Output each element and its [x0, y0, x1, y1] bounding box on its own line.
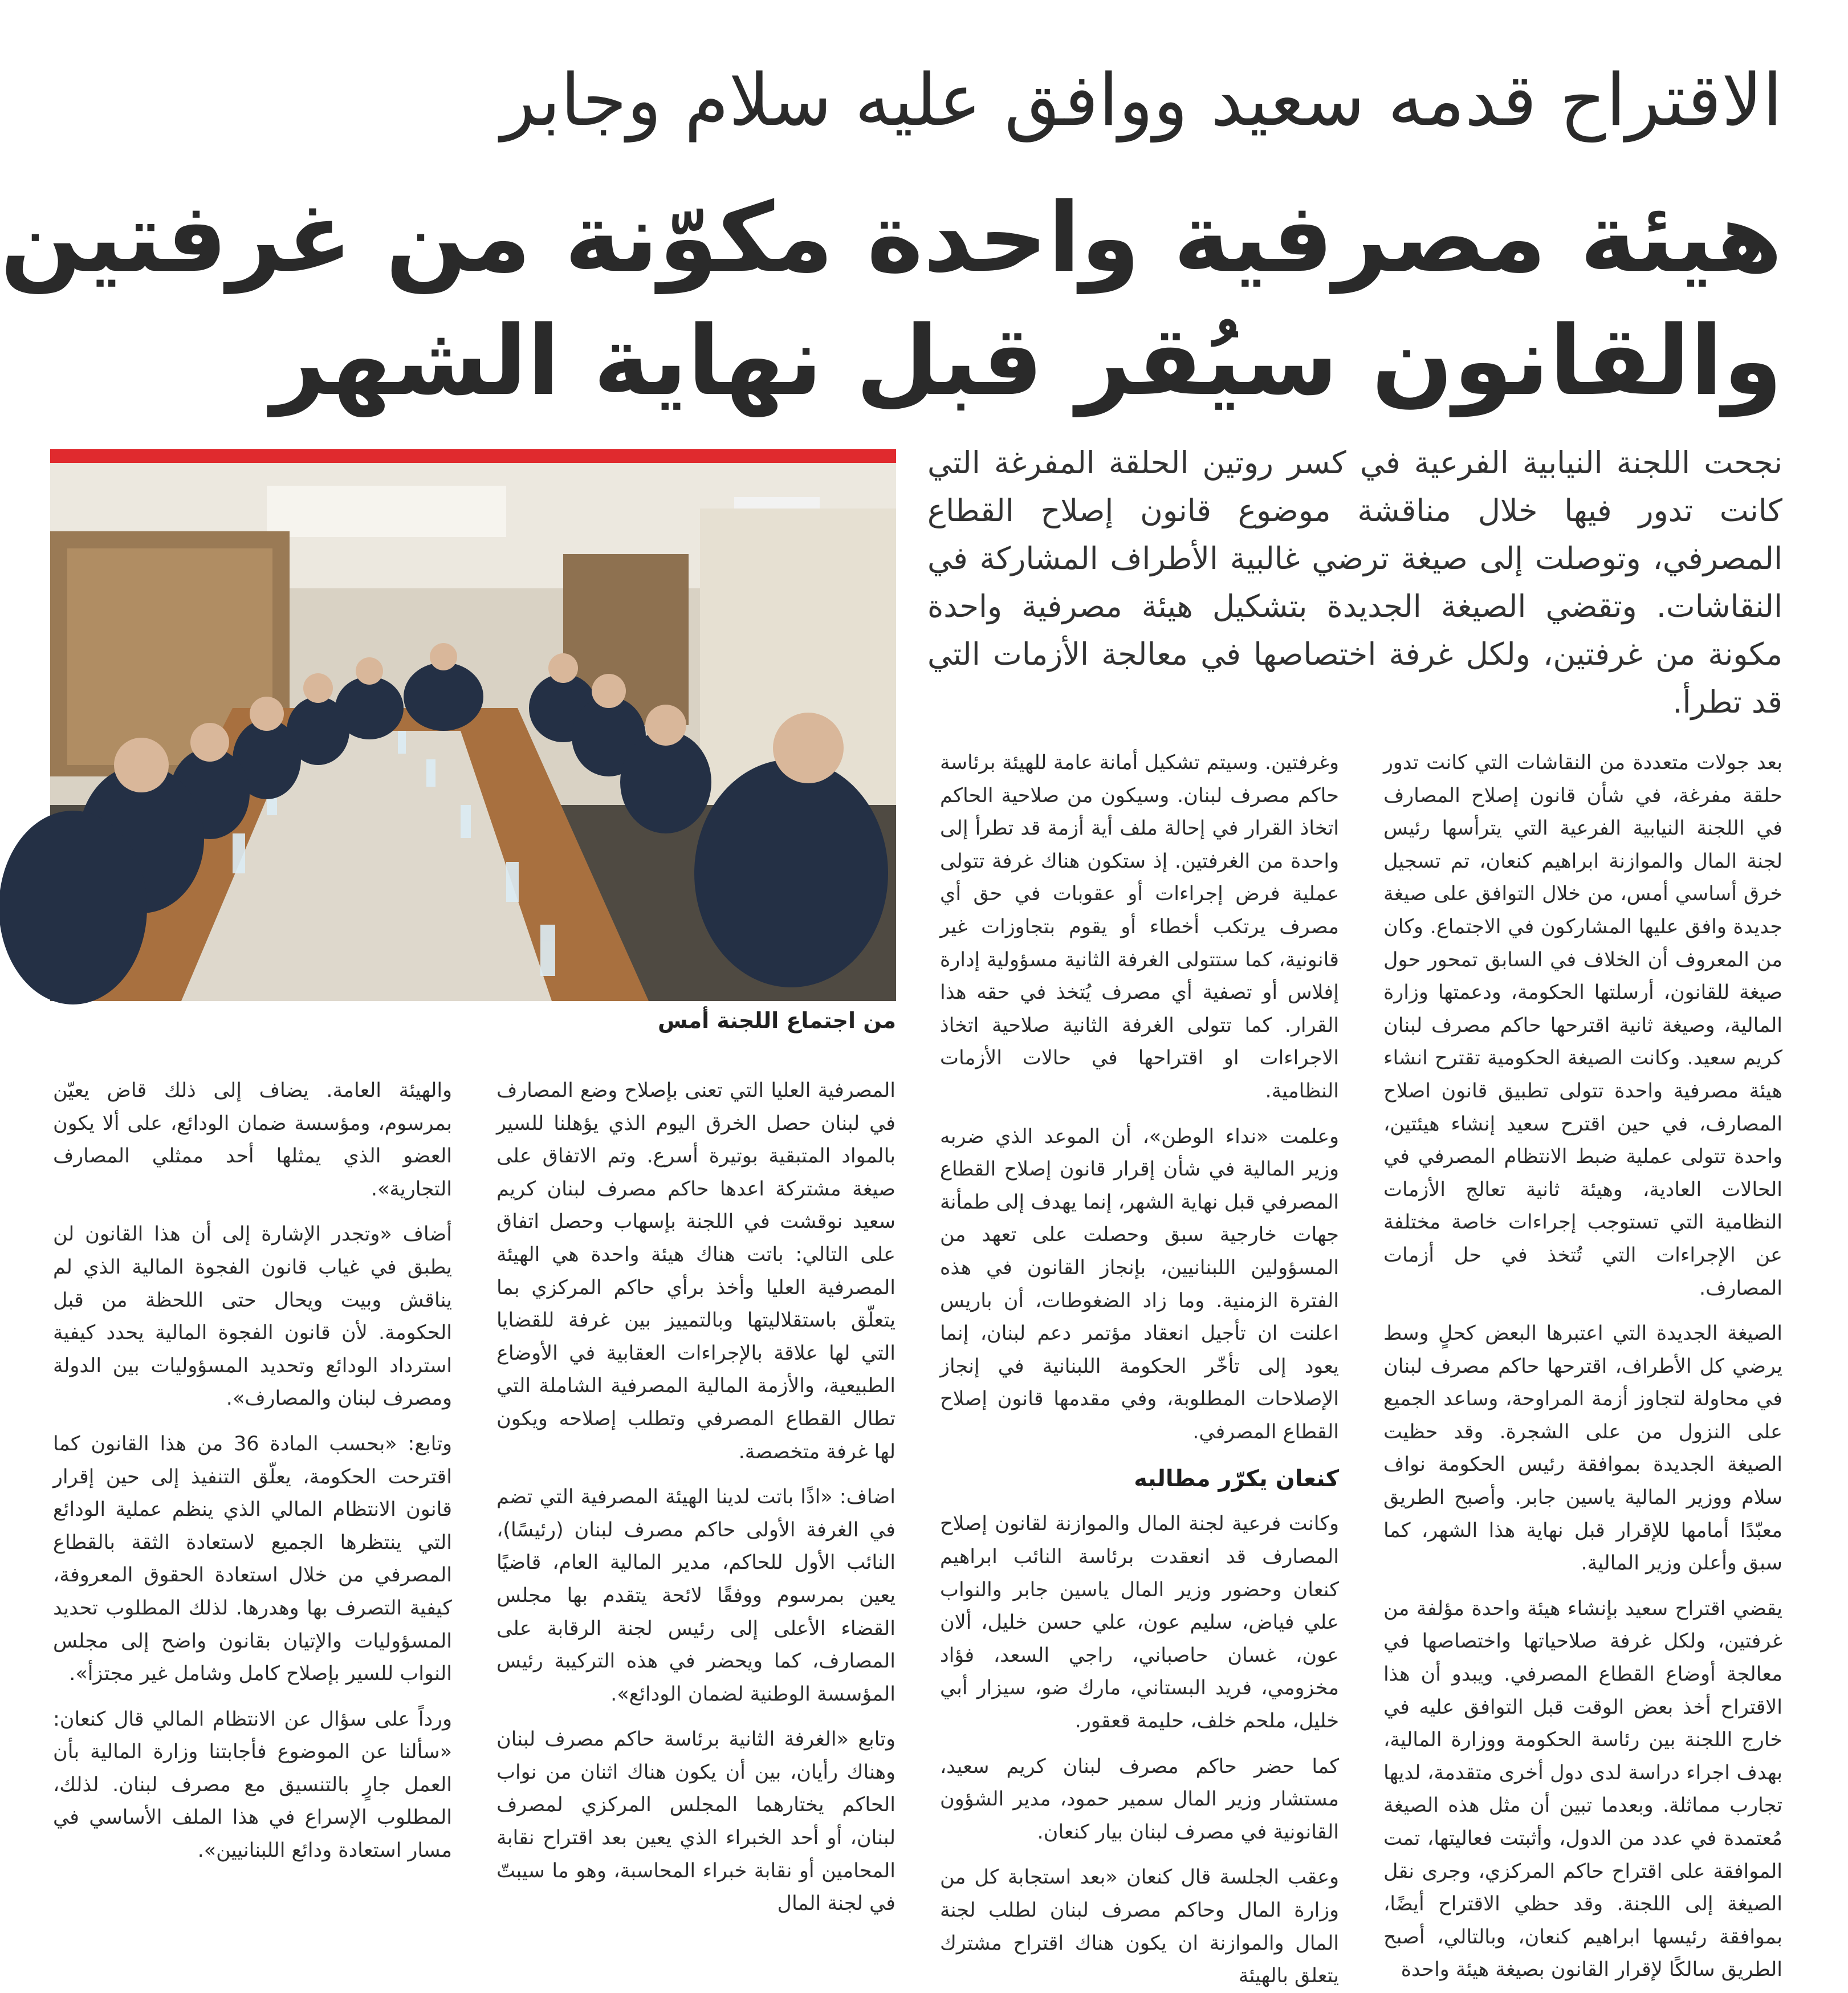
paragraph: وتابع: «بحسب المادة 36 من هذا القانون كما اقترحت الحكومة، يعلّق التنفيذ إلى حين إقرار قانون الانتظام المالي الذي ينظم عملية الودائع التي ينتظرها الجميع لاستعادة الثقة بالقطاع المصرفي من خلال استعادة الحقوق المعروفة، كيفية التصرف بها وهدرها. لذلك المطلوب تحديد المسؤوليات والإتيان بقانون واضح إلى مجلس النواب للسير بإصلاح كامل وشامل غير مجتزأ». — [53, 1432, 452, 1686]
paragraph: ورداً على سؤال عن الانتظام المالي قال كنعان: «سألنا عن الموضوع فأجابتنا وزارة المالية بأن العمل جارٍ بالتنسيق مع مصرف لبنان. لذلك، المطلوب الإسراع في هذا الملف الأساسي في مسار استعادة ودائع اللبنانيين». — [53, 1707, 452, 1862]
article-column-3 — [496, 1075, 895, 1915]
paragraph: بعد جولات متعددة من النقاشات التي كانت تدور حلقة مفرغة، في شأن قانون إصلاح المصارف في اللجنة النيابية الفرعية التي يترأسها رئيس لجنة المال والموازنة ابراهيم كنعان، تم تسجيل خرق أساسي أمس، من خلال التوافق على صيغة جديدة وافق عليها المشاركون في الاجتماع. وكان من المعروف أن الخلاف في السابق تمحور حول صيغة للقانون، أرسلتها الحكومة، ودعمتها وزارة المالية، وصيغة ثانية اقترحها حاكم مصرف لبنان كريم سعيد. وكانت الصيغة الحكومية تقترح انشاء هيئة مصرفية واحدة تتولى تطبيق قانون اصلاح المصارف، في حين اقترح سعيد إنشاء هيئتين، واحدة تتولى عملية ضبط الانتظام المصرفي في الحالات العادية، وهيئة ثانية تعالج الأزمات النظامية التي تستوجب إجراءات خاصة مختلفة عن الإجراءات التي تُتخذ في حل أزمات المصارف. — [1383, 751, 1782, 1300]
photo-caption: من اجتماع اللجنة أمس — [657, 1008, 896, 1033]
paragraph: والهيئة العامة. يضاف إلى ذلك قاض يعيّن بمرسوم، ومؤسسة ضمان الودائع، على ألا يكون العضو الذي يمثلها أحد ممثلي المصارف التجارية». — [53, 1079, 452, 1201]
subheading: كنعان يكرّر مطالبه — [1134, 1466, 1339, 1492]
paragraph: الصيغة الجديدة التي اعتبرها البعض كحلٍ وسط يرضي كل الأطراف، اقترحها حاكم مصرف لبنان في محاولة لتجاوز أزمة المراوحة، وساعد الجميع على النزول من على الشجرة. وقد حظيت الصيغة الجديدة بموافقة رئيس الحكومة نواف سلام ووزير المالية ياسين جابر. وأصبح الطريق معبّدًا أمامها للإقرار قبل نهاية هذا الشهر، كما سبق وأعلن وزير المالية. — [1383, 1322, 1782, 1575]
paragraph: أضاف «وتجدر الإشارة إلى أن هذا القانون لن يطبق في غياب قانون الفجوة المالية الذي لم يناقش وبيت ويحال حتى اللحظة من قبل الحكومة. لأن قانون الفجوة المالية يحدد كيفية استرداد الودائع وتحديد المسؤوليات بين الدولة ومصرف لبنان والمصارف». — [53, 1223, 452, 1410]
paragraph: اضاف: «اذًا باتت لدينا الهيئة المصرفية التي تضم في الغرفة الأولى حاكم مصرف لبنان (رئيسًا)، النائب الأول للحاكم، مدير المالية العام، قاضيًا يعين بمرسوم ووفقًا لائحة يتقدم بها مجلس القضاء الأعلى إلى رئيس لجنة الرقابة على المصارف، كما ويحضر في هذه التركيبة رئيس المؤسسة الوطنية لضمان الودائع». — [496, 1486, 895, 1706]
article-column-4 — [53, 1075, 452, 1862]
kicker: الاقتراح قدمه سعيد ووافق عليه سلام وجابر — [500, 58, 1782, 142]
paragraph: المصرفية العليا التي تعنى بإصلاح وضع المصارف في لبنان حصل الخرق اليوم الذي يؤهلنا للسير بالمواد المتبقية بوتيرة أسرع. وتم الاتفاق على صيغة مشتركة اعدها حاكم مصرف لبنان كريم سعيد نوقشت في اللجنة بإسهاب وحصل اتفاق على التالي: باتت هناك هيئة واحدة هي الهيئة المصرفية العليا وأخذ برأي حاكم المركزي بما يتعلّق باستقلاليتها وبالتمييز بين غرفة للقضايا التي لها علاقة بالإجراءات العقابية في الأوضاع الطبيعية، والأزمة المالية المصرفية الشاملة التي تطال القطاع المصرفي وتطلب إصلاحه ويكون لها غرفة متخصصة. — [496, 1079, 895, 1463]
paragraph: وغرفتين. وسيتم تشكيل أمانة عامة للهيئة برئاسة حاكم مصرف لبنان. وسيكون من صلاحية الحاكم اتخاذ القرار في إحالة ملف أية أزمة قد تطرأ إلى واحدة من الغرفتين. إذ ستكون هناك غرفة تتولى عملية فرض إجراءات أو عقوبات في حق أي مصرف يرتكب أخطاء أو يقوم بتجاوزات غير قانونية، كما ستتولى الغرفة الثانية مسؤولية إدارة إفلاس أو تصفية أي مصرف يُتخذ في حقه هذا القرار. كما تتولى الغرفة الثانية صلاحية اتخاذ الاجراءات او اقتراحها في حالات الأزمات النظامية. — [940, 751, 1339, 1103]
paragraph: وعلمت «نداء الوطن»، أن الموعد الذي ضربه وزير المالية في شأن إقرار قانون إصلاح القطاع المصرفي قبل نهاية الشهر، إنما يهدف إلى طمأنة جهات خارجية سبق وحصلت على تعهد من المسؤولين اللبنانيين، بإنجاز القانون في هذه الفترة الزمنية. وما زاد الضغوطات، أن باريس اعلنت ان تأجيل انعقاد مؤتمر دعم لبنان، إنما يعود إلى تأخّر الحكومة اللبنانية في إنجاز الإصلاحات المطلوبة، وفي مقدمها قانون إصلاح القطاع المصرفي. — [940, 1125, 1339, 1443]
headline-line-1: هيئة مصرفية واحدة مكوّنة من غرفتين — [0, 182, 1782, 294]
paragraph: يقضي اقتراح سعيد بإنشاء هيئة واحدة مؤلفة من غرفتين، ولكل غرفة صلاحياتها واختصاصها في معالجة أوضاع القطاع المصرفي. ويبدو أن هذا الاقتراح أخذ بعض الوقت قبل التوافق عليه في خارج اللجنة بين رئاسة الحكومة ووزارة المالية، بهدف اجراء دراسة لدى دول أخرى متقدمة، لديها تجارب مماثلة. وبعدما تبين أن مثل هذه الصيغة مُعتمدة في عدد من الدول، وأثبتت فعاليتها، تمت الموافقة على اقتراح حاكم المركزي، وجرى نقل الصيغة إلى اللجنة. وقد حظي الاقتراح أيضًا، بموافقة رئيسها ابراهيم كنعان، وبالتالي، أصبح الطريق سالكًا لإقرار القانون بصيغة هيئة واحدة — [1383, 1597, 1782, 1982]
meeting-photo-illustration — [50, 463, 896, 1001]
photo-accent-bar — [50, 449, 896, 463]
paragraph: كما حضر حاكم مصرف لبنان كريم سعيد، مستشار وزير المال سمير حمود، مدير الشؤون القانونية في مصرف لبنان بيار كنعان. — [940, 1755, 1339, 1844]
article-photo — [50, 449, 896, 1001]
paragraph: وكانت فرعية لجنة المال والموازنة لقانون إصلاح المصارف قد انعقدت برئاسة النائب ابراهيم كنعان وحضور وزير المال ياسين جابر والنواب علي فياض، سليم عون، علي حسن خليل، ألان عون، غسان حاصباني، راجي السعد، فؤاد مخزومي، فريد البستاني، مارك ضو، سيزار أبي خليل، ملحم خلف، حليمة قعقور. — [940, 1512, 1339, 1733]
headline-line-2: والقانون سيُقر قبل نهاية الشهر — [271, 305, 1782, 417]
paragraph: وعقب الجلسة قال كنعان «بعد استجابة كل من وزارة المال وحاكم مصرف لبنان لطلب لجنة المال والموازنة ان يكون هناك اقتراح مشترك يتعلق بالهيئة — [940, 1866, 1339, 1988]
lead-paragraph: نجحت اللجنة النيابية الفرعية في كسر روتين الحلقة المفرغة التي كانت تدور فيها خلال مناقشة موضوع قانون إصلاح القطاع المصرفي، وتوصلت إلى صيغة ترضي غالبية الأطراف المشاركة في النقاشات. وتقضي الصيغة الجديدة بتشكيل هيئة مصرفية واحدة مكونة من غرفتين، ولكل غرفة اختصاصها في معالجة الأزمات التي قد تطرأ. — [927, 445, 1782, 720]
article-column-2 — [940, 747, 1339, 1988]
article-column-1 — [1383, 747, 1782, 1982]
paragraph: وتابع «الغرفة الثانية برئاسة حاكم مصرف لبنان وهناك رأيان، بين أن يكون هناك اثنان من نواب الحاكم يختارهما المجلس المركزي لمصرف لبنان، أو أحد الخبراء الذي يعين بعد اقتراح نقابة المحامين أو نقابة خبراء المحاسبة، وهو ما سيبتّ في لجنة المال — [496, 1728, 895, 1915]
